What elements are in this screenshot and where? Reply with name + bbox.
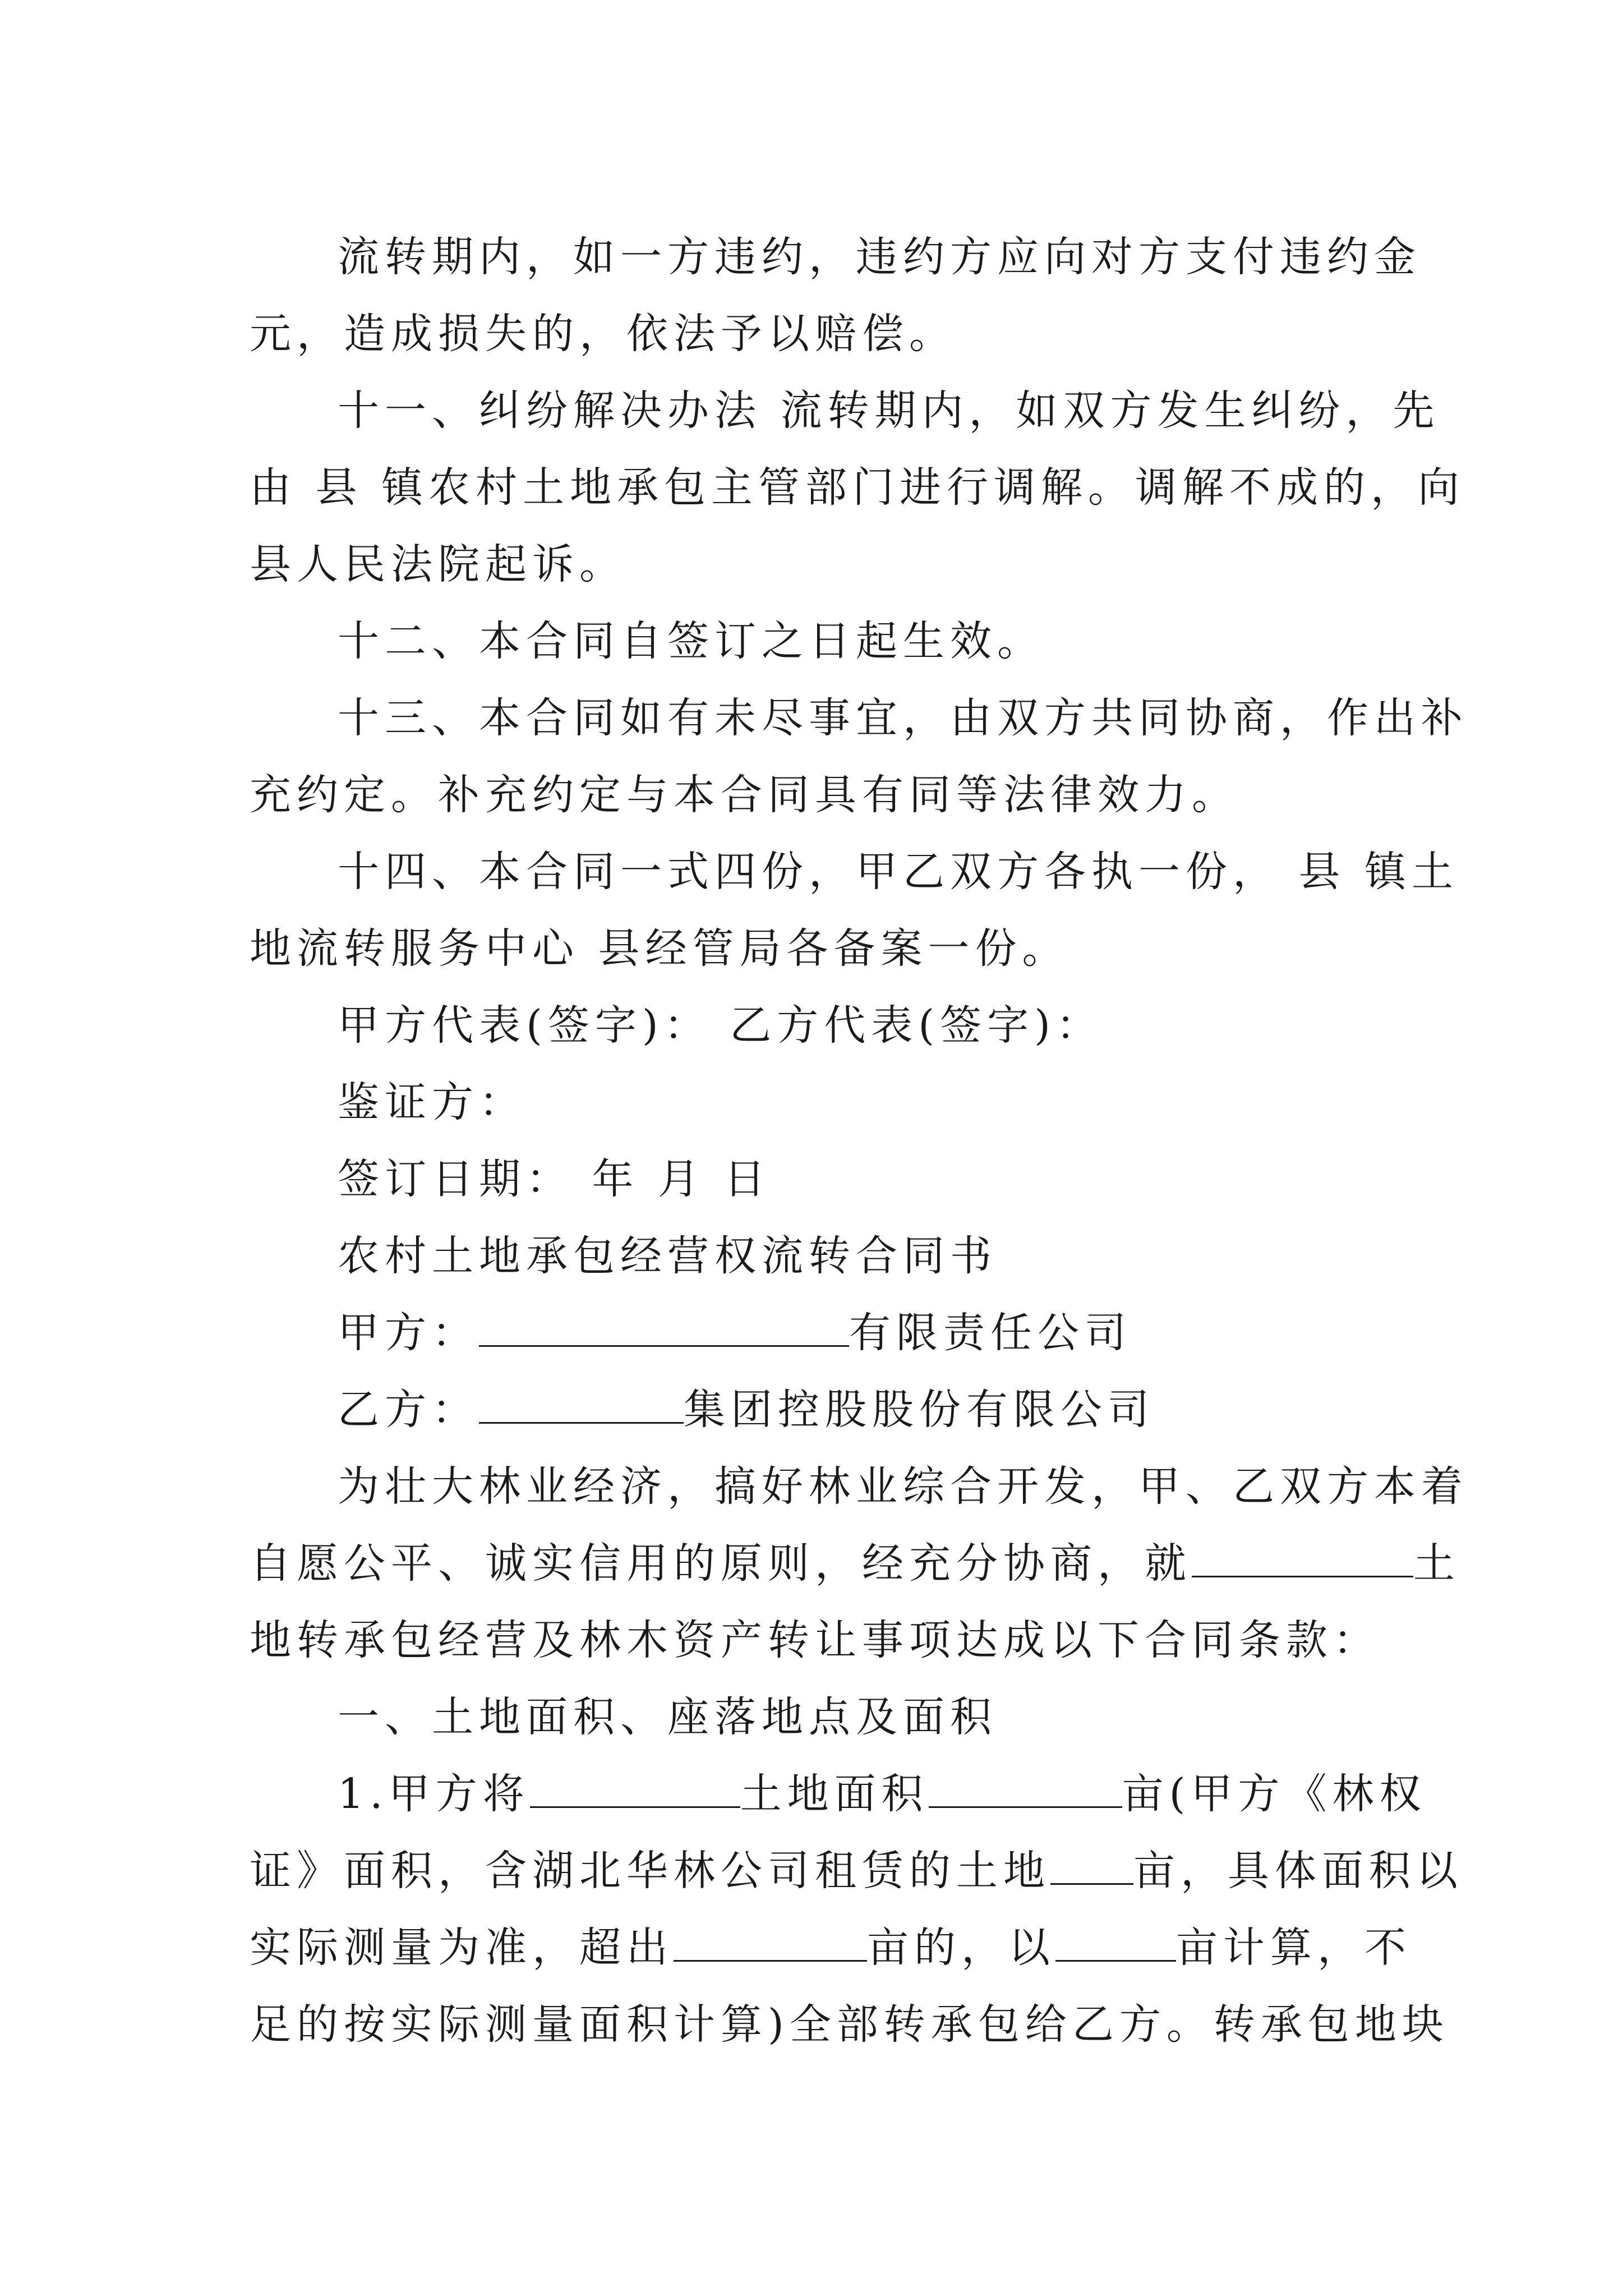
party-a-suffix: 有限责任公司 xyxy=(849,1309,1132,1357)
witness-line: 鉴证方： xyxy=(338,1078,526,1126)
section-heading: 一、土地面积、座落地点及面积 xyxy=(338,1693,997,1741)
clause-line xyxy=(250,1833,1463,1910)
clause-text: 实际测量为准，超出 xyxy=(250,1924,674,1972)
text-line: 由 县 镇农村土地承包主管部门进行调解。调解不成的，向 xyxy=(250,463,1465,512)
clause-line xyxy=(250,1756,1427,1833)
text-line: 十四、本合同一式四份，甲乙双方各执一份， 县 镇土 xyxy=(338,848,1459,896)
excess-area-blank xyxy=(674,1915,867,1962)
land-name-blank xyxy=(1192,1531,1413,1577)
party-b-line xyxy=(250,1372,1384,1448)
clause-text: 亩的，以 xyxy=(867,1924,1055,1972)
clause-text: 土地面积 xyxy=(740,1770,929,1818)
party-a-label: 甲方： xyxy=(338,1309,479,1357)
calc-area-blank xyxy=(1055,1915,1176,1962)
text-line: 充约定。补充约定与本合同具有同等法律效力。 xyxy=(250,771,1239,819)
area-blank xyxy=(929,1761,1122,1808)
intro-text: 土 xyxy=(1413,1539,1460,1588)
document-body xyxy=(250,219,1468,2063)
signature-line: 甲方代表(签字)： 乙方代表(签字)： xyxy=(338,1001,1104,1050)
date-line: 签订日期： 年 月 日 xyxy=(338,1155,771,1203)
intro-text: 自愿公平、诚实信用的原则，经充分协商，就 xyxy=(250,1539,1192,1588)
intro-line: 地转承包经营及林木资产转让事项达成以下合同条款： xyxy=(250,1616,1380,1664)
clause-text: 亩计算，不 xyxy=(1176,1924,1412,1972)
text-line: 元，造成损失的，依法予以赔偿。 xyxy=(250,310,956,358)
intro-line xyxy=(250,1525,1460,1602)
party-b-suffix: 集团控股股份有限公司 xyxy=(684,1386,1155,1434)
clause-text: 证》面积，含湖北华林公司租赁的土地 xyxy=(250,1847,1050,1895)
clause-line xyxy=(250,1910,1412,1986)
clause-text: 亩，具体面积以 xyxy=(1133,1847,1463,1895)
location-blank xyxy=(530,1761,740,1808)
contract-title: 农村土地承包经营权流转合同书 xyxy=(338,1232,997,1280)
text-line: 流转期内，如一方违约，违约方应向对方支付违约金 xyxy=(338,233,1421,281)
text-line: 地流转服务中心 县经管局各备案一份。 xyxy=(250,924,1069,973)
party-b-blank xyxy=(479,1377,684,1424)
text-line: 十三、本合同如有未尽事宜，由双方共同协商，作出补 xyxy=(338,694,1468,742)
text-line: 县人民法院起诉。 xyxy=(250,540,626,588)
clause-text: 1.甲方将 xyxy=(338,1770,530,1818)
text-line: 十一、纠纷解决办法 流转期内，如双方发生纠纷，先 xyxy=(338,386,1440,435)
party-b-label: 乙方： xyxy=(338,1386,479,1434)
party-a-line xyxy=(250,1295,1384,1372)
clause-line: 足的按实际测量面积计算)全部转承包给乙方。转承包地块 xyxy=(250,2000,1449,2049)
intro-line: 为壮大林业经济，搞好林业综合开发，甲、乙双方本着 xyxy=(338,1462,1468,1511)
text-line: 十二、本合同自签订之日起生效。 xyxy=(338,617,1044,665)
clause-text: 亩(甲方《林权 xyxy=(1122,1770,1427,1818)
party-a-blank xyxy=(479,1300,849,1347)
leased-area-blank xyxy=(1050,1838,1133,1885)
